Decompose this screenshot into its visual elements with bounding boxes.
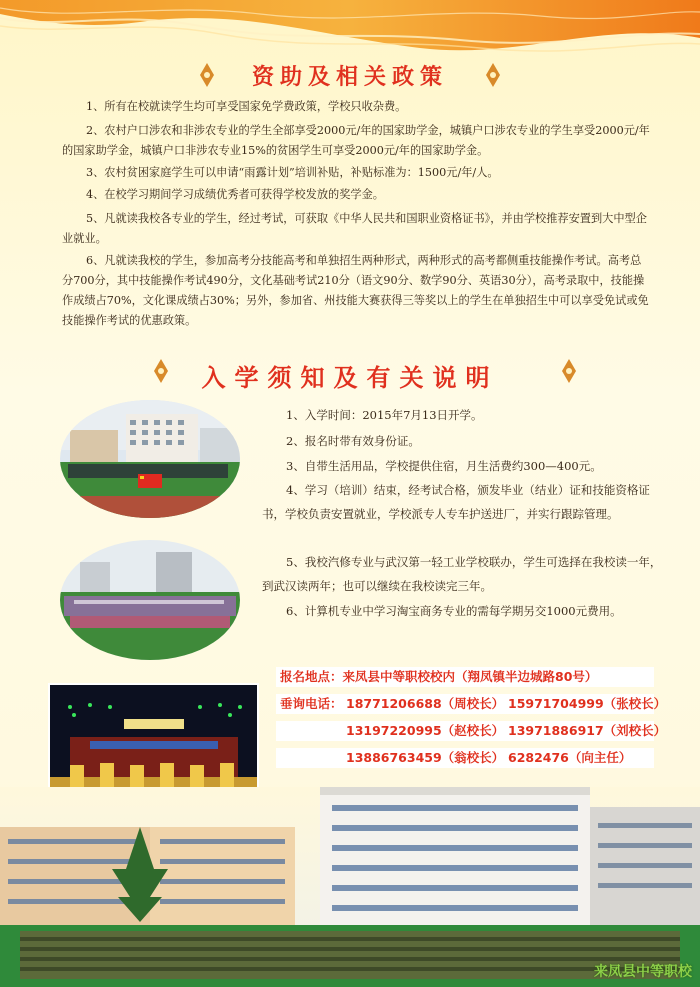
phone-number: 18771206688（周校长）: [346, 696, 505, 711]
notice-item-6: 6、计算机专业中学习淘宝商务专业的需每学期另交1000元费用。: [286, 604, 622, 618]
policy-item-2: 2、农村户口涉农和非涉农专业的学生全部享受2000元/年的国家助学金，城镇户口涉农专业的学生享受2000元/年的国家助学金，城镇户口非涉农专业15%的贫困学生可享受2000元/年的国家助学金。: [62, 124, 650, 157]
phone-number: 13197220995（赵校长）: [346, 723, 505, 738]
address-text: 报名地点：来凤县中等职校校内（翔凤镇半边城路80号）: [280, 669, 598, 684]
registration-address: [276, 667, 654, 687]
policy-item-5: 5、凡就读我校各专业的学生，经过考试，可获取《中华人民共和国职业资格证书》，并由学校推荐安置到大中型企业就业。: [62, 212, 647, 245]
policy-item-4: 4、在校学习期间学习成绩优秀者可获得学校发放的奖学金。: [86, 188, 384, 201]
notice-item-5: 5、我校汽修专业与武汉第一轻工业学校联办，学生可选择在我校读一年，到武汉读两年；也可以继续在我校读完三年。: [262, 555, 662, 593]
photo-group-exercise: [60, 540, 240, 660]
section2-title: 入学须知及有关说明: [201, 364, 499, 392]
photo-flag-ceremony: [60, 400, 240, 518]
photo-campus-assembly: [0, 787, 700, 987]
ornament-right-icon: [484, 62, 502, 88]
phone-label: 垂询电话：: [280, 696, 343, 711]
notice-item-1: 1、入学时间：2015年7月13日开学。: [286, 408, 483, 422]
phone-row-3: [276, 748, 654, 768]
phone-row-2: [276, 721, 667, 741]
notice-item-2: 2、报名时带有效身份证。: [286, 434, 420, 448]
phone-number: 13886763459（翁校长）: [346, 750, 505, 765]
notice-item-4: 4、学习（培训）结束，经考试合格，颁发毕业（结业）证和技能资格证书，学校负责安置就业，学校派专人专车护送进厂，并实行跟踪管理。: [262, 483, 650, 521]
phone-row-1: [276, 694, 667, 714]
section1-title: 资助及相关政策: [251, 65, 448, 90]
policy-item-1: 1、所有在校就读学生均可享受国家免学费政策，学校只收杂费。: [86, 100, 407, 113]
phone-number: 15971704999（张校长）: [508, 696, 667, 711]
phone-number: 13971886917（刘校长）: [508, 723, 667, 738]
school-watermark: 来凤县中等职校: [594, 964, 692, 980]
ornament-right-icon: [560, 358, 578, 384]
policy-item-6: 6、凡就读我校的学生，参加高考分技能高考和单独招生两种形式，两种形式的高考都侧重技能操作考试。高考总分700分，其中技能操作考试490分，文化基础考试210分（语文90分、数学90分、英语30分），高考录取中，技能操作成绩占70%，文化课成绩占30%；另外，参加省、州技能大赛获得三等奖以上的学生在单独招生中可以享受免试或免技能操作考试的优惠政策。: [62, 254, 649, 327]
notice-item-3: 3、自带生活用品，学校提供住宿，月生活费约300—400元。: [286, 459, 602, 473]
phone-number: 6282476（向主任）: [508, 750, 632, 765]
policy-item-3: 3、农村贫困家庭学生可以申请“雨露计划”培训补贴，补贴标准为：1500元/年/人。: [86, 166, 499, 179]
